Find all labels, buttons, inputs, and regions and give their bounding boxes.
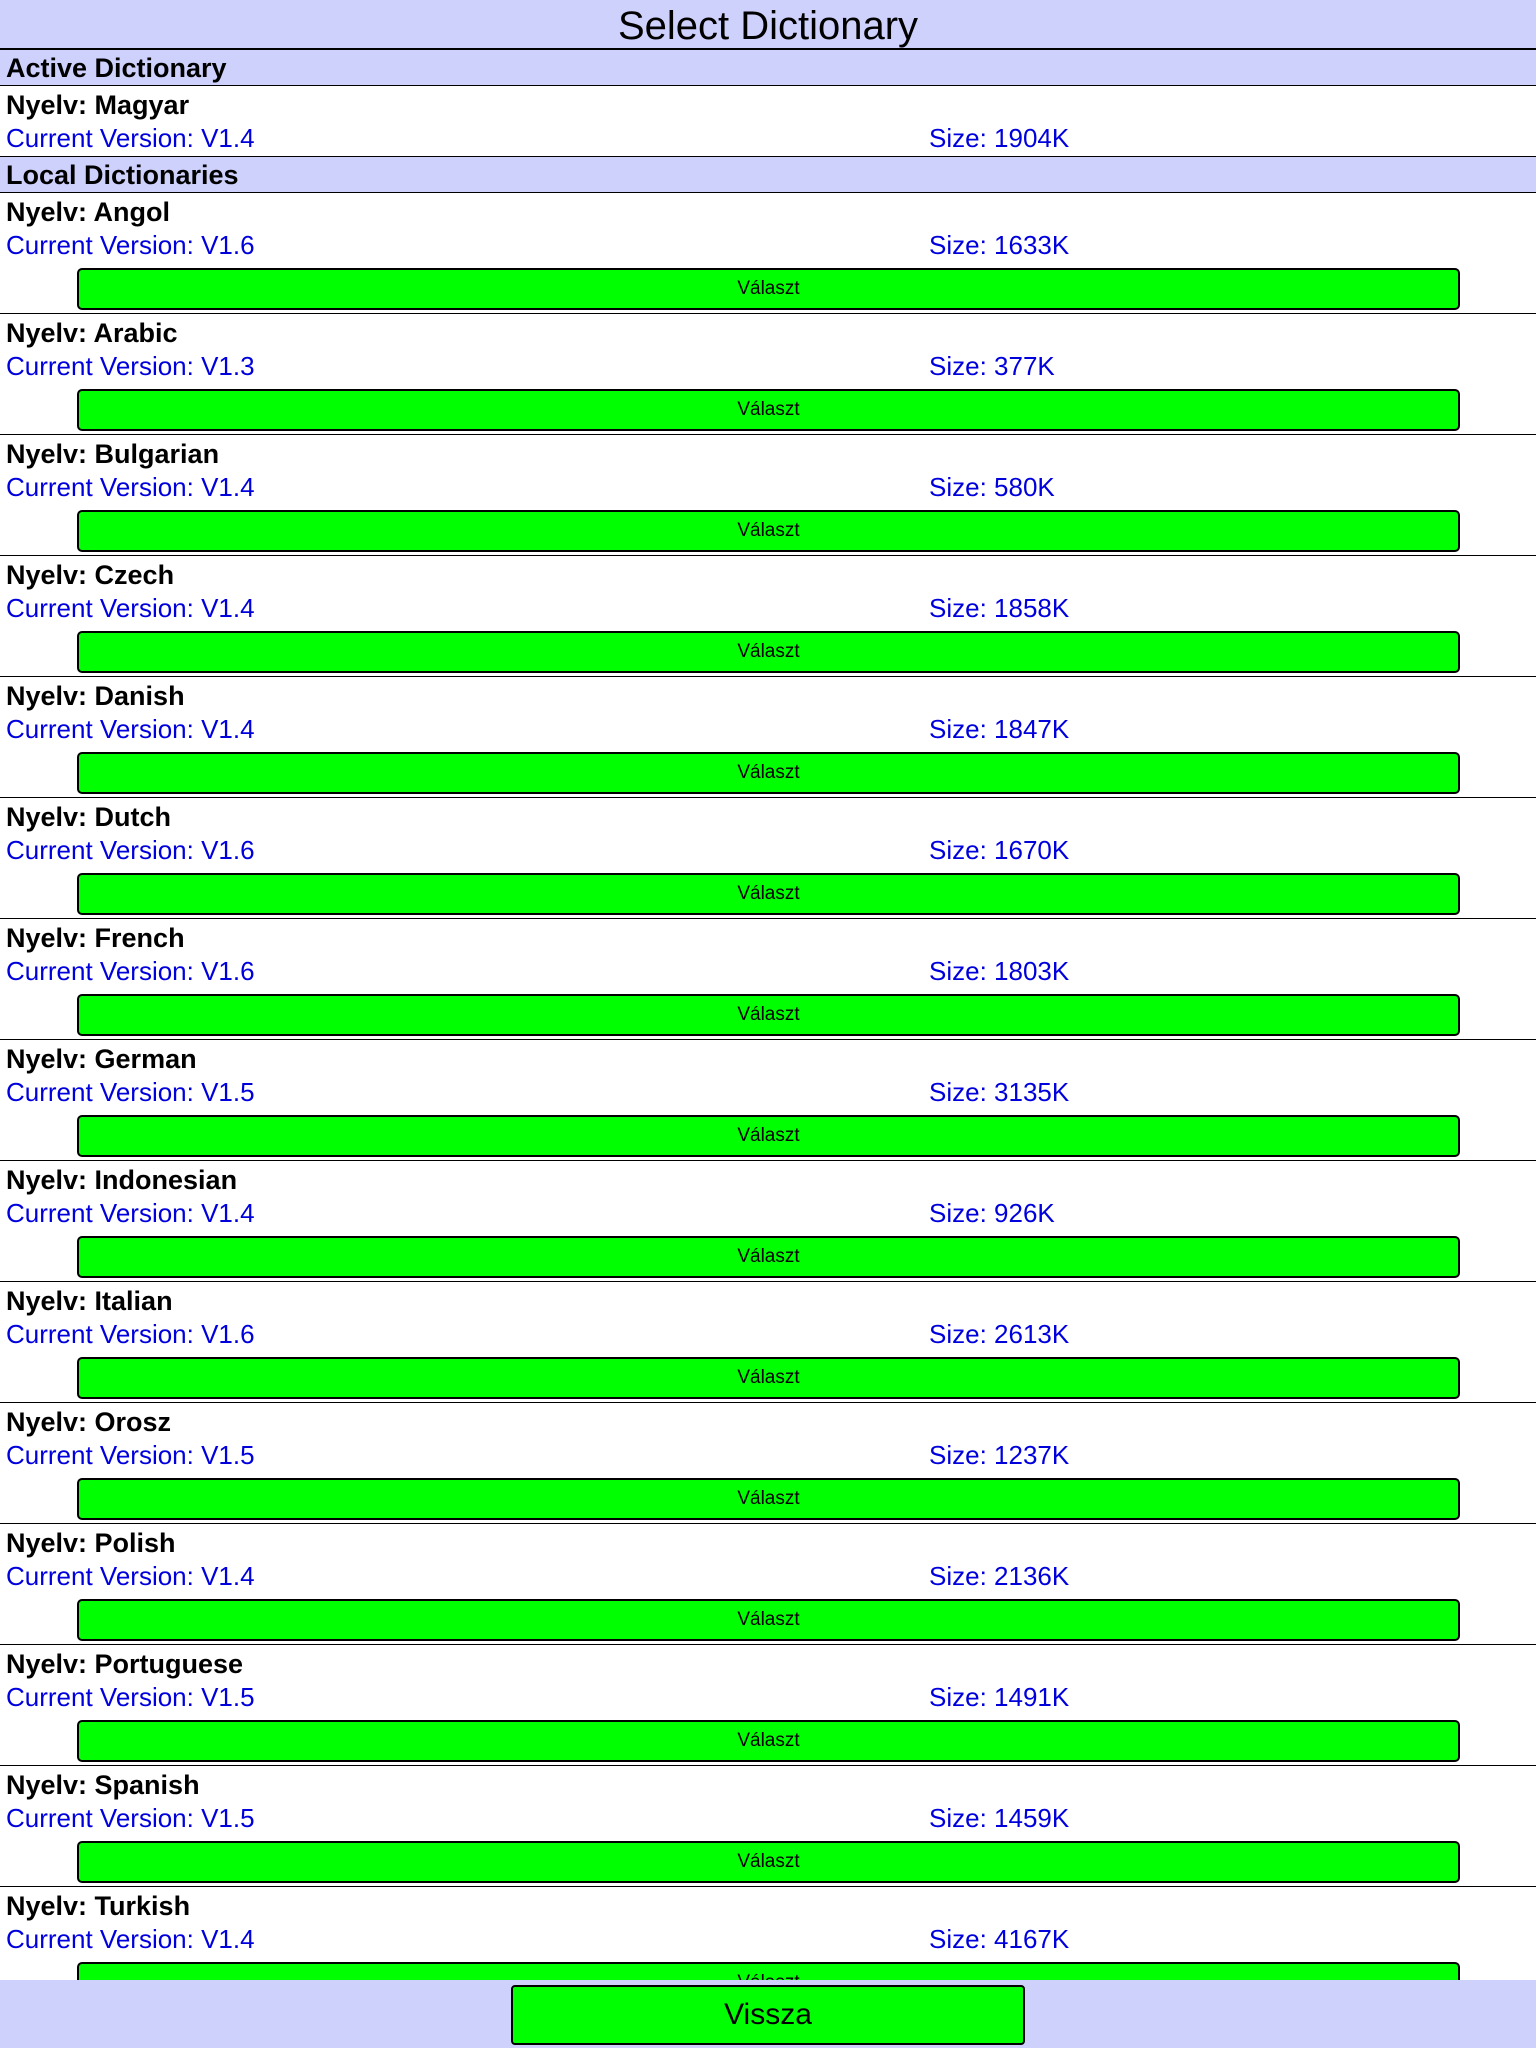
select-dictionary-button[interactable]: Választ [77, 1478, 1460, 1520]
dictionary-version: Current Version: V1.4 [6, 593, 255, 623]
dictionary-version: Current Version: V1.5 [6, 1077, 255, 1107]
dictionary-version: Current Version: V1.5 [6, 1682, 255, 1712]
dictionary-language: Nyelv: Portuguese [6, 1649, 244, 1679]
dictionary-list[interactable] [0, 50, 1536, 1980]
dictionary-language: Nyelv: Italian [6, 1286, 173, 1316]
dictionary-size: Size: 1237K [929, 1440, 1070, 1470]
dictionary-list-item [0, 556, 1536, 677]
dictionary-version: Current Version: V1.4 [6, 714, 255, 744]
dictionary-size: Size: 1858K [929, 593, 1070, 623]
dictionary-size: Size: 1633K [929, 230, 1070, 260]
dictionary-list-item [0, 1766, 1536, 1887]
dictionary-version: Current Version: V1.4 [6, 1924, 255, 1954]
dictionary-language: Nyelv: Magyar [6, 90, 190, 120]
dictionary-list-item [0, 1040, 1536, 1161]
dictionary-version: Current Version: V1.6 [6, 956, 255, 986]
dictionary-version: Current Version: V1.6 [6, 835, 255, 865]
dictionary-version: Current Version: V1.6 [6, 230, 255, 260]
page-title: Select Dictionary [0, 0, 1536, 50]
local-dictionaries-list [0, 193, 1536, 2008]
dictionary-list-item [0, 314, 1536, 435]
back-button[interactable]: Vissza [511, 1985, 1025, 2045]
dictionary-size: Size: 1491K [929, 1682, 1070, 1712]
dictionary-version: Current Version: V1.5 [6, 1803, 255, 1833]
select-dictionary-button[interactable]: Választ [77, 1841, 1460, 1883]
select-dictionary-button[interactable]: Választ [77, 1357, 1460, 1399]
dictionary-language: Nyelv: Orosz [6, 1407, 172, 1437]
dictionary-size: Size: 377K [929, 351, 1055, 381]
select-dictionary-button[interactable]: Választ [77, 1720, 1460, 1762]
dictionary-language: Nyelv: Danish [6, 681, 185, 711]
dictionary-language: Nyelv: Turkish [6, 1891, 191, 1921]
dictionary-list-item [0, 677, 1536, 798]
dictionary-version: Current Version: V1.4 [6, 472, 255, 502]
dictionary-size: Size: 1847K [929, 714, 1070, 744]
dictionary-language: Nyelv: Bulgarian [6, 439, 220, 469]
dictionary-list-item [0, 435, 1536, 556]
dictionary-size: Size: 3135K [929, 1077, 1070, 1107]
dictionary-list-item [0, 919, 1536, 1040]
dictionary-size: Size: 1904K [929, 123, 1070, 153]
active-dictionary-item [0, 86, 1536, 157]
select-dictionary-button[interactable]: Választ [77, 268, 1460, 310]
select-dictionary-button[interactable]: Választ [77, 389, 1460, 431]
dictionary-size: Size: 1670K [929, 835, 1070, 865]
select-dictionary-button[interactable]: Választ [77, 1115, 1460, 1157]
dictionary-language: Nyelv: French [6, 923, 185, 953]
dictionary-version: Current Version: V1.6 [6, 1319, 255, 1349]
select-dictionary-button[interactable]: Választ [77, 752, 1460, 794]
dictionary-size: Size: 1803K [929, 956, 1070, 986]
dictionary-language: Nyelv: Czech [6, 560, 175, 590]
dictionary-list-item [0, 1403, 1536, 1524]
select-dictionary-button[interactable]: Választ [77, 631, 1460, 673]
dictionary-list-item [0, 193, 1536, 314]
dictionary-language: Nyelv: Angol [6, 197, 171, 227]
active-dictionary-header: Active Dictionary [0, 50, 1536, 86]
dictionary-size: Size: 1459K [929, 1803, 1070, 1833]
dictionary-size: Size: 4167K [929, 1924, 1070, 1954]
dictionary-language: Nyelv: Dutch [6, 802, 172, 832]
select-dictionary-button[interactable]: Választ [77, 510, 1460, 552]
dictionary-list-item [0, 1282, 1536, 1403]
dictionary-list-item [0, 1645, 1536, 1766]
dictionary-version: Current Version: V1.4 [6, 1561, 255, 1591]
dictionary-language: Nyelv: Arabic [6, 318, 178, 348]
dictionary-version: Current Version: V1.3 [6, 351, 255, 381]
select-dictionary-button[interactable]: Választ [77, 1599, 1460, 1641]
dictionary-size: Size: 2136K [929, 1561, 1070, 1591]
dictionary-language: Nyelv: Indonesian [6, 1165, 238, 1195]
dictionary-list-item [0, 798, 1536, 919]
local-dictionaries-header: Local Dictionaries [0, 157, 1536, 193]
dictionary-list-item [0, 1161, 1536, 1282]
dictionary-size: Size: 580K [929, 472, 1055, 502]
dictionary-version: Current Version: V1.4 [6, 123, 255, 153]
bottom-toolbar [0, 1980, 1536, 2048]
select-dictionary-button[interactable]: Választ [77, 1236, 1460, 1278]
dictionary-size: Size: 926K [929, 1198, 1055, 1228]
dictionary-language: Nyelv: Polish [6, 1528, 176, 1558]
select-dictionary-button[interactable]: Választ [77, 994, 1460, 1036]
select-dictionary-button[interactable]: Választ [77, 873, 1460, 915]
dictionary-size: Size: 2613K [929, 1319, 1070, 1349]
dictionary-language: Nyelv: Spanish [6, 1770, 200, 1800]
dictionary-version: Current Version: V1.5 [6, 1440, 255, 1470]
dictionary-language: Nyelv: German [6, 1044, 197, 1074]
dictionary-version: Current Version: V1.4 [6, 1198, 255, 1228]
dictionary-list-item [0, 1524, 1536, 1645]
